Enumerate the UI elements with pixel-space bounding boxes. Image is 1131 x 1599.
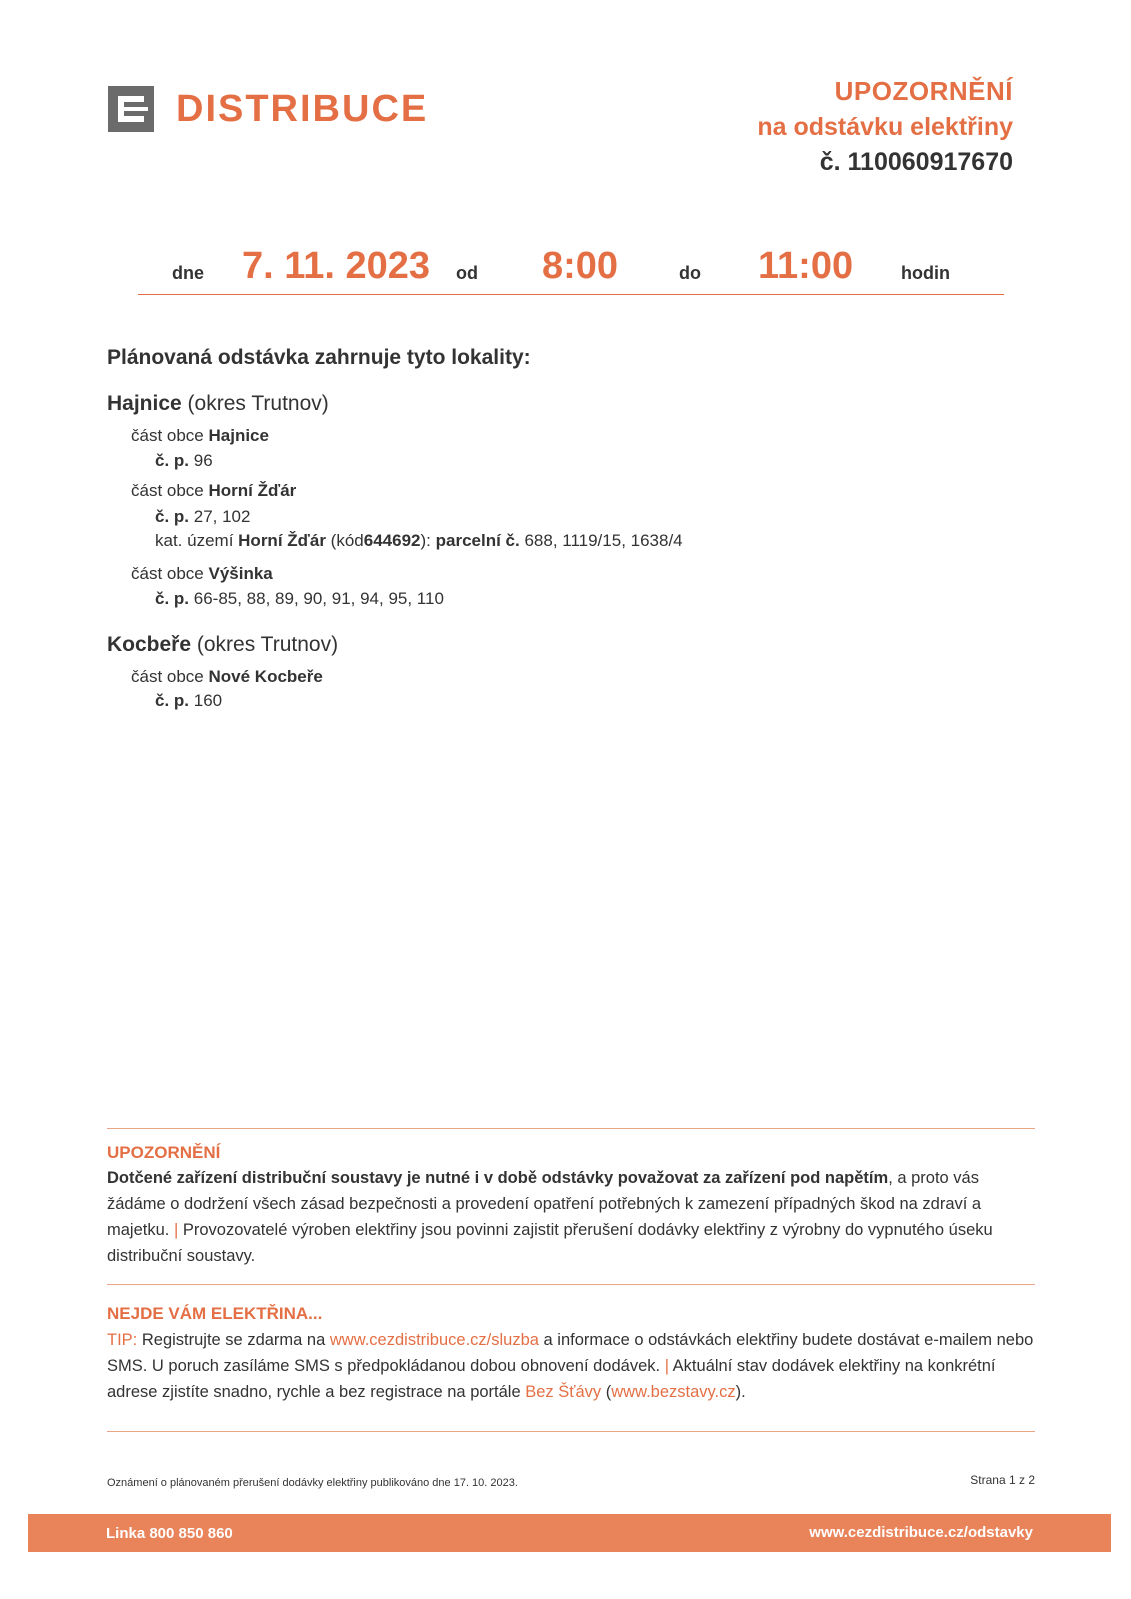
footer-bar <box>28 1514 1111 1552</box>
municipality-hajnice: Hajnice (okres Trutnov) <box>107 392 329 415</box>
house-numbers-horni-zdar: č. p. 27, 102 <box>155 507 251 526</box>
registration-link[interactable]: www.cezdistribuce.cz/sluzba <box>329 1331 539 1349</box>
outage-date: 7. 11. 2023 <box>242 245 431 287</box>
schedule-line <box>138 242 1004 295</box>
from-label: od <box>456 263 478 283</box>
part-horni-zdar: část obce Horní Žďár <box>131 481 297 500</box>
divider <box>107 1431 1035 1432</box>
notice-number: č. 110060917670 <box>819 148 1013 176</box>
cadastre-horni-zdar: kat. území Horní Žďár (kód644692): parcelní č. 688, 1119/15, 1638/4 <box>155 531 683 550</box>
part-vysinka: část obce Výšinka <box>131 564 273 583</box>
tip-text: TIP: Registrujte se zdarma na www.cezdistribuce.cz/sluzba a informace o odstávkách elektřiny budete dostávat e-mailem nebo SMS. U poruch zasíláme SMS s předpokládanou dobou obnovení dodávek. | Aktuální stav dodávek elektřiny na konkrétní adrese zjistíte snadno, rychle a bez registrace na portále Bez Šťávy (www.bezstavy.cz). <box>107 1331 1034 1401</box>
published-note: Oznámení o plánovaném přerušení dodávky elektřiny publikováno dne 17. 10. 2023. <box>107 1477 518 1489</box>
warning-text: Dotčené zařízení distribuční soustavy je nutné i v době odstávky považovat za zařízení pod napětím, a proto vás žádáme o dodržení všech zásad bezpečnosti a provedení opatření potřebných k zamezení případných škod na zdraví a majetku. | Provozovatelé výroben elektřiny jsou povinni zajistit přerušení dodávky elektřiny z výrobny do vypnutého úseku distribuční soustavy. <box>107 1169 993 1265</box>
page-number: Strana 1 z 2 <box>970 1473 1035 1487</box>
to-label: do <box>679 263 701 283</box>
cez-logo-icon <box>108 86 154 132</box>
part-hajnice: část obce Hajnice <box>131 426 269 445</box>
hours-label: hodin <box>901 263 950 283</box>
notice-header <box>757 76 1013 177</box>
notice-subtitle: na odstávku elektřiny <box>757 113 1013 141</box>
municipality-kocbere: Kocbeře (okres Trutnov) <box>107 633 339 656</box>
hotline-number: Linka 800 850 860 <box>106 1525 233 1542</box>
outage-end-time: 11:00 <box>758 245 854 287</box>
tip-title: NEJDE VÁM ELEKTŘINA... <box>107 1304 323 1323</box>
outage-start-time: 8:00 <box>542 245 619 287</box>
company-logo <box>108 86 428 132</box>
divider <box>107 1128 1035 1129</box>
notice-title: UPOZORNĚNÍ <box>834 76 1013 106</box>
divider <box>107 1284 1035 1285</box>
bez-stavy-portal: Bez Šťávy <box>525 1383 602 1401</box>
localities-title: Plánovaná odstávka zahrnuje tyto lokality: <box>107 346 531 369</box>
brand-name: DISTRIBUCE <box>176 87 429 130</box>
part-nove-kocbere: část obce Nové Kocbeře <box>131 667 323 686</box>
outages-website-link[interactable]: www.cezdistribuce.cz/odstavky <box>809 1524 1033 1541</box>
house-numbers-nove-kocbere: č. p. 160 <box>155 691 223 710</box>
house-numbers-vysinka: č. p. 66-85, 88, 89, 90, 91, 94, 95, 110 <box>155 589 444 608</box>
bezstavy-link[interactable]: www.bezstavy.cz <box>611 1383 736 1401</box>
warning-title: UPOZORNĚNÍ <box>107 1143 221 1162</box>
date-label: dne <box>172 263 205 283</box>
house-numbers-hajnice: č. p. 96 <box>155 451 213 470</box>
